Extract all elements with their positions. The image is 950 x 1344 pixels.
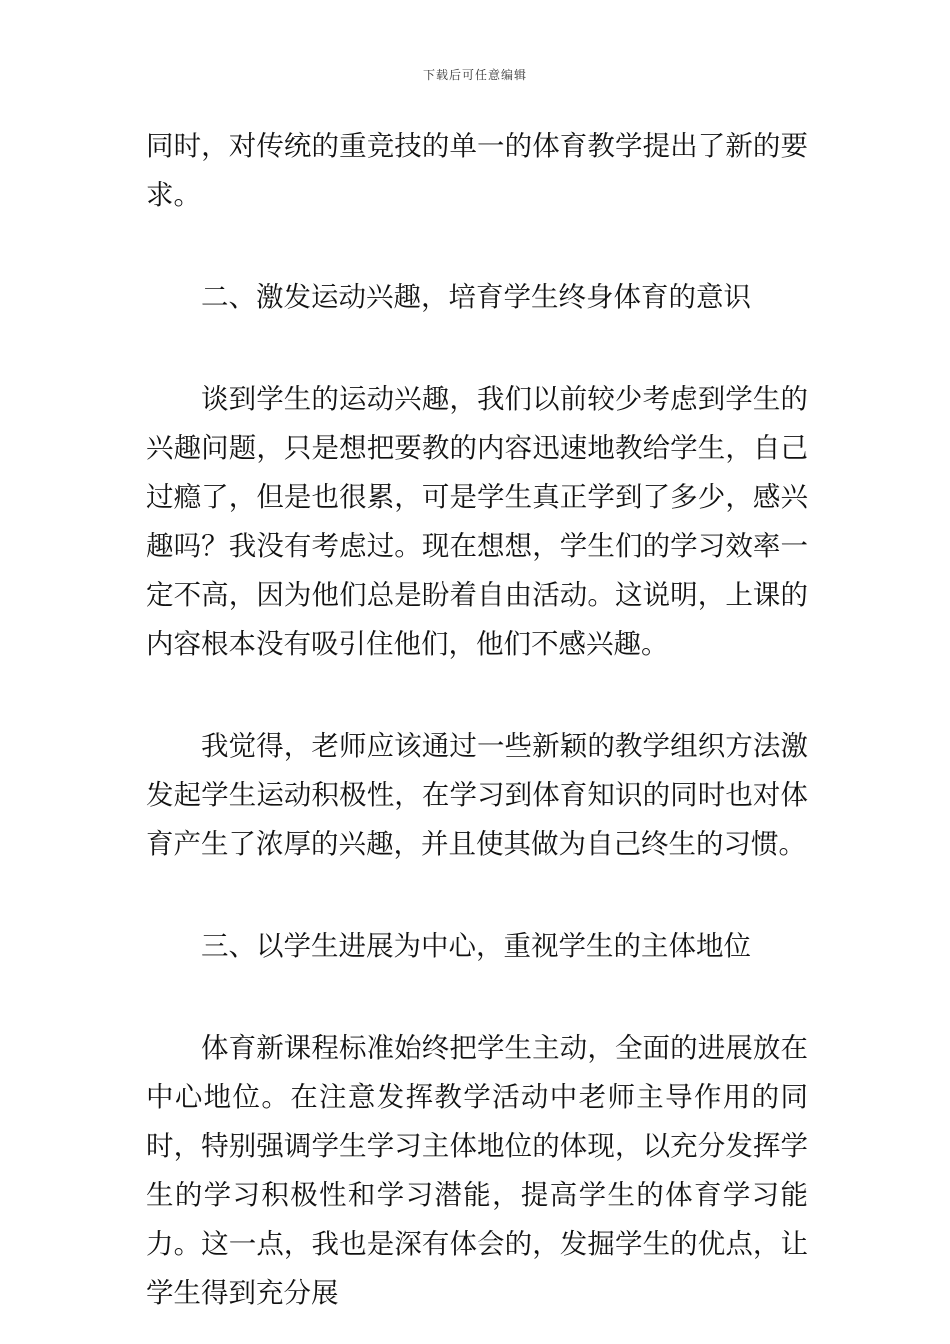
section-heading-two: 二、激发运动兴趣，培育学生终身体育的意识: [201, 281, 751, 313]
header-note: 下载后可任意编辑: [422, 68, 527, 82]
paragraph-curriculum: 体育新课程标准始终把学生主动，全面的进展放在中心地位。在注意发挥教学活动中老师主导作用的同时，特别强调学生学习主体地位的体现，以充分发挥学生的学习积极性和学习潜能，提高学生的体育学习能力。这一点，我也是深有体会的，发掘学生的优点，让学生得到充分展: [146, 1032, 808, 1309]
paragraph-continuation: 同时，对传统的重竞技的单一的体育教学提出了新的要求。: [146, 130, 808, 211]
paragraph-teacher-methods: 我觉得，老师应该通过一些新颖的教学组织方法激发起学生运动积极性，在学习到体育知识的同时也对体育产生了浓厚的兴趣，并且使其做为自己终生的习惯。: [146, 730, 808, 860]
section-heading-three: 三、以学生进展为中心，重视学生的主体地位: [201, 930, 751, 962]
document-body: [146, 122, 808, 1318]
paragraph-interest: 谈到学生的运动兴趣，我们以前较少考虑到学生的兴趣问题，只是想把要教的内容迅速地教给学生，自己过瘾了，但是也很累，可是学生真正学到了多少，感兴趣吗？我没有考虑过。现在想想，学生们的学习效率一定不高，因为他们总是盼着自由活动。这说明，上课的内容根本没有吸引住他们，他们不感兴趣。: [146, 383, 808, 660]
